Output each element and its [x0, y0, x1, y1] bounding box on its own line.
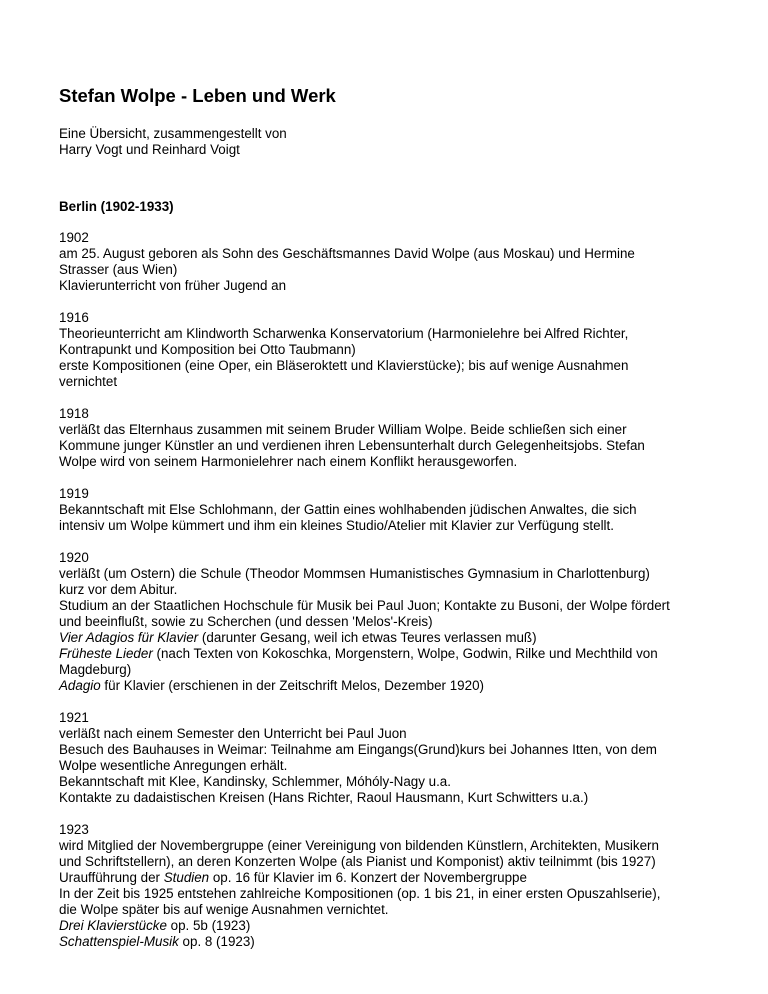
work-title: Früheste Lieder: [59, 646, 153, 661]
entry-text-line: [59, 614, 728, 630]
text-segment: für Klavier (erschienen in der Zeitschrift Melos, Dezember 1920): [100, 678, 484, 693]
text-segment: intensiv um Wolpe kümmert und ihm ein kleines Studio/Atelier mit Klavier zur Verfügung stellt.: [59, 518, 614, 533]
text-segment: Magdeburg): [59, 662, 132, 677]
entry-text-line: [59, 918, 728, 934]
document-subtitle: [59, 126, 728, 158]
text-segment: Bekanntschaft mit Else Schlohmann, der Gattin eines wohlhabenden jüdischen Anwaltes, die sich: [59, 502, 637, 517]
entry-year: 1902: [59, 230, 89, 245]
timeline-entry: [59, 486, 728, 534]
text-segment: verläßt (um Ostern) die Schule (Theodor Mommsen Humanistisches Gymnasium in Charlottenburg): [59, 566, 650, 581]
text-segment: op. 16 für Klavier im 6. Konzert der Novembergruppe: [209, 870, 527, 885]
entry-text-line: [59, 438, 728, 454]
entry-text-line: [59, 678, 728, 694]
entry-text-line: [59, 278, 728, 294]
text-segment: Uraufführung der: [59, 870, 164, 885]
entry-text-line: [59, 774, 728, 790]
text-segment: wird Mitglied der Novembergruppe (einer Vereinigung von bildenden Künstlern, Architekten, Musikern: [59, 838, 659, 853]
entry-text-line: [59, 790, 728, 806]
text-segment: Klavierunterricht von früher Jugend an: [59, 278, 287, 293]
entry-text-line: [59, 374, 728, 390]
entry-year: 1921: [59, 710, 89, 725]
text-segment: (darunter Gesang, weil ich etwas Teures verlassen muß): [198, 630, 537, 645]
entry-text-line: [59, 246, 728, 262]
entry-text-line: [59, 870, 728, 886]
entry-text-line: [59, 886, 728, 902]
entry-text-line: [59, 502, 728, 518]
entry-year: 1918: [59, 406, 89, 421]
subtitle-line: Eine Übersicht, zusammengestellt von: [59, 126, 287, 141]
text-segment: erste Kompositionen (eine Oper, ein Bläseroktett und Klavierstücke); bis auf wenige Ausnahmen: [59, 358, 629, 373]
entry-year: 1916: [59, 310, 89, 325]
timeline-entry: [59, 822, 728, 950]
work-title: Drei Klavierstücke: [59, 918, 167, 933]
text-segment: Kommune junger Künstler an und verdienen ihren Lebensunterhalt durch Gelegenheitsjobs. Stefan: [59, 438, 645, 453]
entry-text-line: [59, 342, 728, 358]
timeline-entry: [59, 310, 728, 390]
text-segment: Kontakte zu dadaistischen Kreisen (Hans Richter, Raoul Hausmann, Kurt Schwitters u.a.): [59, 790, 589, 805]
document-title: Stefan Wolpe - Leben und Werk: [59, 85, 336, 106]
entry-year: 1923: [59, 822, 89, 837]
text-segment: Bekanntschaft mit Klee, Kandinsky, Schlemmer, Móhóly-Nagy u.a.: [59, 774, 451, 789]
entry-year: 1920: [59, 550, 89, 565]
timeline-entry: [59, 406, 728, 470]
text-segment: Wolpe wird von seinem Harmonielehrer nach einem Konflikt herausgeworfen.: [59, 454, 518, 469]
entry-text-line: [59, 262, 728, 278]
entry-text-line: [59, 726, 728, 742]
work-title: Adagio: [59, 678, 101, 693]
entry-text-line: [59, 902, 728, 918]
timeline-entry: [59, 710, 728, 806]
text-segment: am 25. August geboren als Sohn des Geschäftsmannes David Wolpe (aus Moskau) und Hermine: [59, 246, 635, 261]
text-segment: Wolpe wesentliche Anregungen erhält.: [59, 758, 288, 773]
subtitle-line: Harry Vogt und Reinhard Voigt: [59, 142, 240, 157]
work-title: Schattenspiel-Musik: [59, 934, 179, 949]
timeline-entry: [59, 230, 728, 294]
entry-text-line: [59, 742, 728, 758]
text-segment: op. 8 (1923): [178, 934, 255, 949]
work-title: Vier Adagios für Klavier: [59, 630, 199, 645]
entry-text-line: [59, 422, 728, 438]
entry-text-line: [59, 582, 728, 598]
entry-text-line: [59, 934, 728, 950]
text-segment: Strasser (aus Wien): [59, 262, 178, 277]
entry-text-line: [59, 454, 728, 470]
entry-text-line: [59, 598, 728, 614]
text-segment: die Wolpe später bis auf wenige Ausnahmen vernichtet.: [59, 902, 389, 917]
timeline-entry: [59, 550, 728, 694]
text-segment: und Schriftstellern), an deren Konzerten Wolpe (als Pianist und Komponist) aktiv teilnimmt (bis 1927): [59, 854, 656, 869]
section-title: Berlin (1902-1933): [59, 199, 174, 214]
text-segment: verläßt nach einem Semester den Unterricht bei Paul Juon: [59, 726, 407, 741]
entry-text-line: [59, 358, 728, 374]
text-segment: Kontrapunkt und Komposition bei Otto Taubmann): [59, 342, 356, 357]
work-title: Studien: [163, 870, 210, 885]
entry-text-line: [59, 518, 728, 534]
entry-text-line: [59, 630, 728, 646]
text-segment: op. 5b (1923): [166, 918, 251, 933]
text-segment: (nach Texten von Kokoschka, Morgenstern, Wolpe, Godwin, Rilke und Mechthild von: [152, 646, 658, 661]
text-segment: Besuch des Bauhauses in Weimar: Teilnahme am Eingangs(Grund)kurs bei Johannes Itten, von dem: [59, 742, 657, 757]
text-segment: und beeinflußt, sowie zu Scherchen (und dessen 'Melos'-Kreis): [59, 614, 433, 629]
entry-text-line: [59, 566, 728, 582]
text-segment: Studium an der Staatlichen Hochschule für Musik bei Paul Juon; Kontakte zu Busoni, der Wolpe fördert: [59, 598, 670, 613]
text-segment: vernichtet: [59, 374, 118, 389]
entry-text-line: [59, 662, 728, 678]
text-segment: Theorieunterricht am Klindworth Scharwenka Konservatorium (Harmonielehre bei Alfred Richter,: [59, 326, 629, 341]
entry-year: 1919: [59, 486, 89, 501]
entry-text-line: [59, 758, 728, 774]
timeline-entries: [59, 230, 728, 950]
entry-text-line: [59, 838, 728, 854]
entry-text-line: [59, 646, 728, 662]
text-segment: kurz vor dem Abitur.: [59, 582, 178, 597]
text-segment: verläßt das Elternhaus zusammen mit seinem Bruder William Wolpe. Beide schließen sich einer: [59, 422, 627, 437]
entry-text-line: [59, 854, 728, 870]
entry-text-line: [59, 326, 728, 342]
text-segment: In der Zeit bis 1925 entstehen zahlreiche Kompositionen (op. 1 bis 21, in einer ersten Opuszahlserie),: [59, 886, 661, 901]
